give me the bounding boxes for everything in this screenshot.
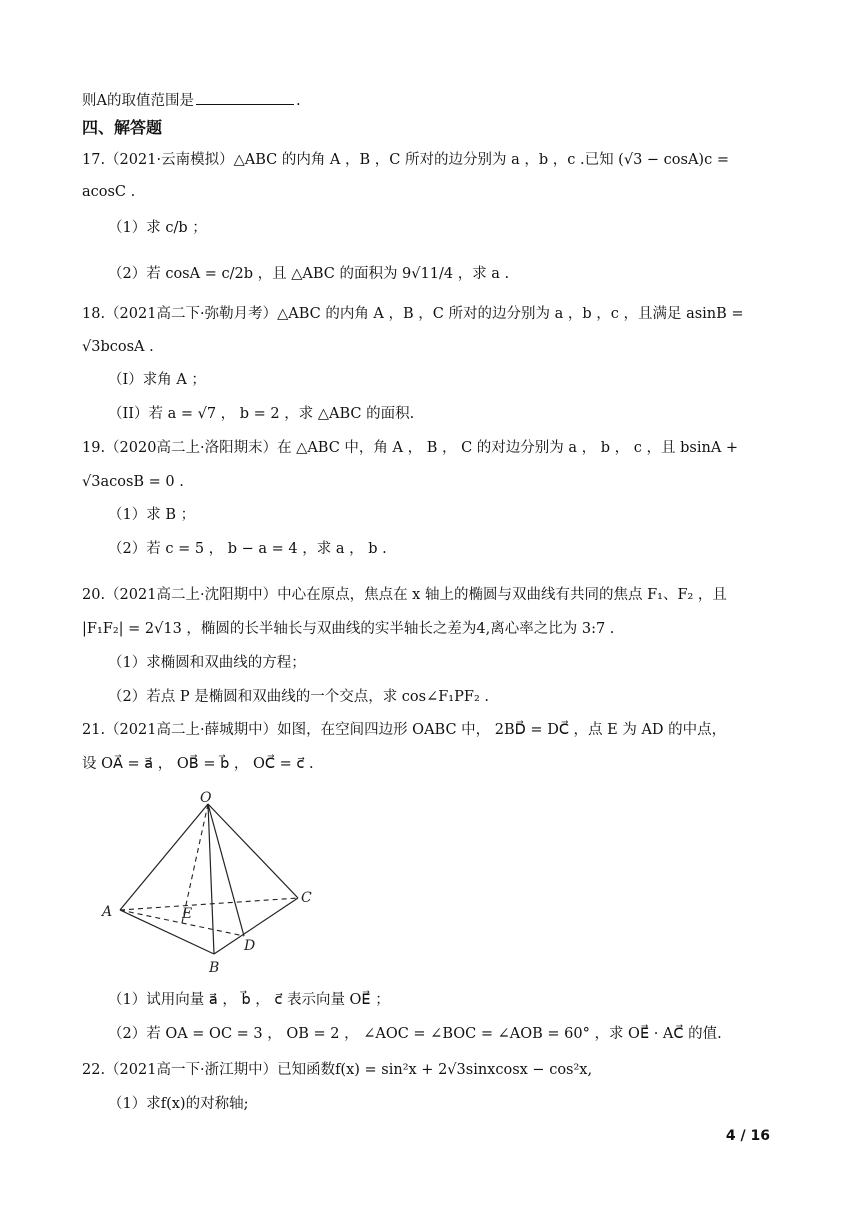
q22-part-1: （1）求f(x)的对称轴;	[108, 1096, 249, 1112]
edge-AB	[120, 910, 214, 954]
edge-OB	[208, 804, 214, 954]
q19-part-1: （1）求 B ；	[108, 507, 196, 523]
tetrahedron-figure	[96, 780, 336, 980]
q20-part-1: （1）求椭圆和双曲线的方程；	[108, 655, 306, 671]
q21-part-1: （1）试用向量 a⃗ ， b⃗ ， c⃗ 表示向量 OE⃗ ；	[108, 992, 390, 1008]
q16-fill-line	[82, 90, 782, 111]
label-A: A	[102, 904, 113, 920]
q21-line-2: 设 OA⃗ = a⃗ ， OB⃗ = b⃗ ， OC⃗ = c⃗ .	[82, 756, 314, 772]
q21-line-1: 21.（2021高二上·薛城期中）如图，在空间四边形 OABC 中， 2BD⃗ = DC⃗ ，点 E 为 AD 的中点，	[82, 722, 727, 738]
label-O: O	[200, 790, 212, 806]
q17-line-1: 17.（2021·云南模拟）△ABC 的内角 A ，B ，C 所对的边分别为 a ，b ，c .已知 (√3 − cosA)c =	[82, 152, 729, 168]
q18-line-2: √3bcosA .	[82, 339, 154, 355]
label-D: D	[244, 938, 256, 954]
edge-AC-hidden	[120, 898, 298, 910]
section-heading: 四、解答题	[82, 118, 163, 137]
edge-OA	[120, 804, 208, 910]
q17-part-2: （2）若 cosA = c/2b ，且 △ABC 的面积为 9√11/4 ，求 a .	[108, 266, 510, 282]
label-B: B	[209, 960, 220, 976]
edge-OD	[208, 804, 244, 936]
q20-line-2: |F₁F₂| = 2√13 ，椭圆的长半轴长与双曲线的实半轴长之差为4,离心率之比为 3:7 .	[82, 621, 615, 637]
q21-part-2: （2）若 OA = OC = 3 ， OB = 2 ， ∠AOC = ∠BOC = ∠AOB = 60° ，求 OE⃗ · AC⃗ 的值.	[108, 1026, 722, 1042]
q16-end: .	[295, 93, 301, 109]
q19-line-2: √3acosB = 0 .	[82, 474, 184, 490]
edge-BC	[214, 898, 298, 954]
q22-line-1: 22.（2021高一下·浙江期中）已知函数f(x) = sin²x + 2√3sinxcosx − cos²x,	[82, 1062, 593, 1078]
q18-part-2: （II）若 a = √7 ， b = 2 ，求 △ABC 的面积.	[108, 406, 415, 422]
page-number: 4 / 16	[725, 1128, 770, 1144]
q19-line-1: 19.（2020高二上·洛阳期末）在 △ABC 中，角 A ， B ， C 的对边分别为 a ， b ， c ，且 bsinA +	[82, 440, 739, 456]
q19-part-2: （2）若 c = 5 ， b − a = 4 ，求 a ， b .	[108, 541, 387, 557]
label-C: C	[301, 890, 312, 906]
q17-line-2: acosC .	[82, 184, 136, 200]
q20-part-2: （2）若点 P 是椭圆和双曲线的一个交点，求 cos∠F₁PF₂ .	[108, 689, 489, 705]
q20-line-1: 20.（2021高二上·沈阳期中）中心在原点，焦点在 x 轴上的椭圆与双曲线有共同的焦点 F₁、F₂ ，且	[82, 587, 727, 603]
label-E: E	[182, 906, 193, 922]
q18-line-1: 18.（2021高二下·弥勒月考）△ABC 的内角 A ，B ，C 所对的边分别为 a ，b ，c ，且满足 asinB =	[82, 306, 744, 322]
q17-part-1: （1）求 c/b ；	[108, 220, 207, 236]
edge-OC	[208, 804, 298, 898]
q16-text: 则A的取值范围是	[82, 93, 194, 109]
answer-blank	[196, 90, 294, 105]
q18-part-1: （I）求角 A ；	[108, 372, 206, 388]
